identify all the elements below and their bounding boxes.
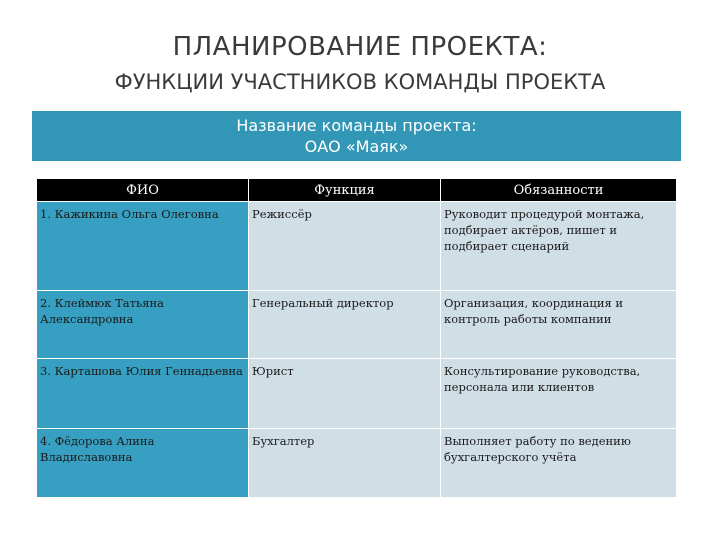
member-function: Юрист bbox=[249, 359, 441, 429]
table-row bbox=[37, 359, 677, 429]
member-duties: Консультирование руководства, персонала или клиентов bbox=[441, 359, 677, 429]
member-function: Бухгалтер bbox=[249, 429, 441, 498]
member-name: 3. Карташова Юлия Геннадьевна bbox=[37, 359, 249, 429]
member-duties: Организация, координация и контроль работы компании bbox=[441, 291, 677, 359]
member-function: Генеральный директор bbox=[249, 291, 441, 359]
table-header-row bbox=[37, 179, 677, 202]
header-duties: Обязанности bbox=[441, 179, 677, 202]
header-function: Функция bbox=[249, 179, 441, 202]
slide-title: ПЛАНИРОВАНИЕ ПРОЕКТА: bbox=[172, 32, 548, 62]
table-row bbox=[37, 429, 677, 498]
team-label: Название команды проекта: bbox=[236, 116, 477, 135]
member-duties: Выполняет работу по ведению бухгалтерского учёта bbox=[441, 429, 677, 498]
header-fio: ФИО bbox=[37, 179, 249, 202]
table-row bbox=[37, 291, 677, 359]
team-name: ОАО «Маяк» bbox=[304, 137, 409, 156]
member-function: Режиссёр bbox=[249, 202, 441, 291]
member-duties: Руководит процедурой монтажа, подбирает актёров, пишет и подбирает сценарий bbox=[441, 202, 677, 291]
member-name: 1. Кажикина Ольга Олеговна bbox=[37, 202, 249, 291]
team-roles-table bbox=[36, 178, 677, 498]
member-name: 2. Клеймюк Татьяна Александровна bbox=[37, 291, 249, 359]
team-banner bbox=[32, 111, 681, 161]
table-row bbox=[37, 202, 677, 291]
slide-subtitle: ФУНКЦИИ УЧАСТНИКОВ КОМАНДЫ ПРОЕКТА bbox=[114, 70, 606, 94]
member-name: 4. Фёдорова Алина Владиславовна bbox=[37, 429, 249, 498]
